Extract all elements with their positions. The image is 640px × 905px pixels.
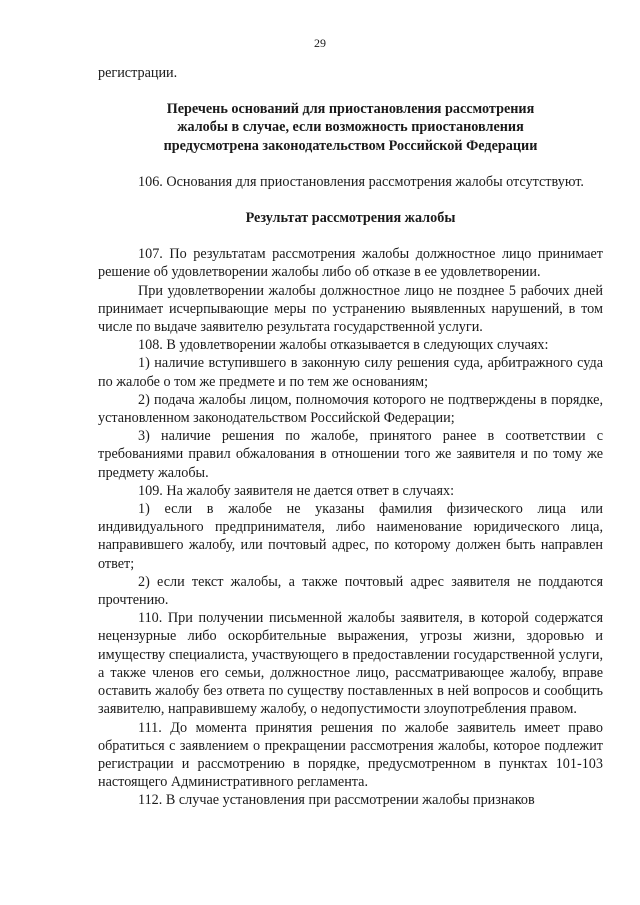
heading-line-2: жалобы в случае, если возможность приостановления [177,119,524,136]
paragraph-109-item-1: 1) если в жалобе не указаны фамилия физического лица или индивидуального предпринимателя, либо наименование юридического лица, направившего жалобу, или почтовый адрес, по которому должен быть направлен ответ; [98,501,603,572]
page-number: 29 [314,36,326,50]
section-heading-suspension [98,100,603,155]
paragraph-106: 106. Основания для приостановления рассмотрения жалобы отсутствуют. [138,173,584,190]
heading-line-1: Перечень оснований для приостановления рассмотрения [166,101,535,118]
paragraph-108-item-2: 2) подача жалобы лицом, полномочия которого не подтверждены в порядке, установленном законодательством Российской Федерации; [98,391,603,427]
paragraph-108: 108. В удовлетворении жалобы отказывается в следующих случаях: [138,337,549,354]
paragraph-109: 109. На жалобу заявителя не дается ответ в случаях: [138,482,455,499]
paragraph-109-item-2: 2) если текст жалобы, а также почтовый адрес заявителя не поддаются прочтению. [98,573,603,609]
paragraph-110: 110. При получении письменной жалобы заявителя, в которой содержатся нецензурные либо оскорбительные выражения, угрозы жизни, здоровью и имуществу специалиста, участвующего в предоставлении государственной услуги, а также членов его семьи, должностное лицо, рассматривающее жалобу, вправе оставить жалобу без ответа по существу поставленных в ней вопросов и сообщить заявителю, направившему жалобу, о недопустимости злоупотребления правом. [98,610,603,718]
paragraph-112: 112. В случае установления при рассмотрении жалобы признаков [138,792,535,809]
section-heading-result: Результат рассмотрения жалобы [245,210,456,227]
paragraph-111: 111. До момента принятия решения по жалобе заявитель имеет право обратиться с заявлением о прекращении рассмотрения жалобы, которое подлежит регистрации и рассмотрению в порядке, предусмотренном в пунктах 101-103 настоящего Административного регламента. [98,719,603,791]
lead-fragment: регистрации. [98,65,178,81]
paragraph-107-continued: При удовлетворении жалобы должностное лицо не позднее 5 рабочих дней принимает исчерпывающие меры по устранению выявленных нарушений, в том числе по выдаче заявителю результата государственной услуги. [98,282,603,336]
document-body [98,64,603,810]
heading-line-3: предусмотрена законодательством Российской Федерации [163,137,538,154]
paragraph-107: 107. По результатам рассмотрения жалобы должностное лицо принимает решение об удовлетворении жалобы либо об отказе в ее удовлетворении. [98,246,603,281]
paragraph-108-item-1: 1) наличие вступившего в законную силу решения суда, арбитражного суда по жалобе о том же предмете и по тем же основаниям; [98,355,603,390]
paragraph-108-item-3: 3) наличие решения по жалобе, принятого ранее в соответствии с требованиями правил обжалования в отношении того же заявителя и по тому же предмету жалобы. [98,428,603,481]
